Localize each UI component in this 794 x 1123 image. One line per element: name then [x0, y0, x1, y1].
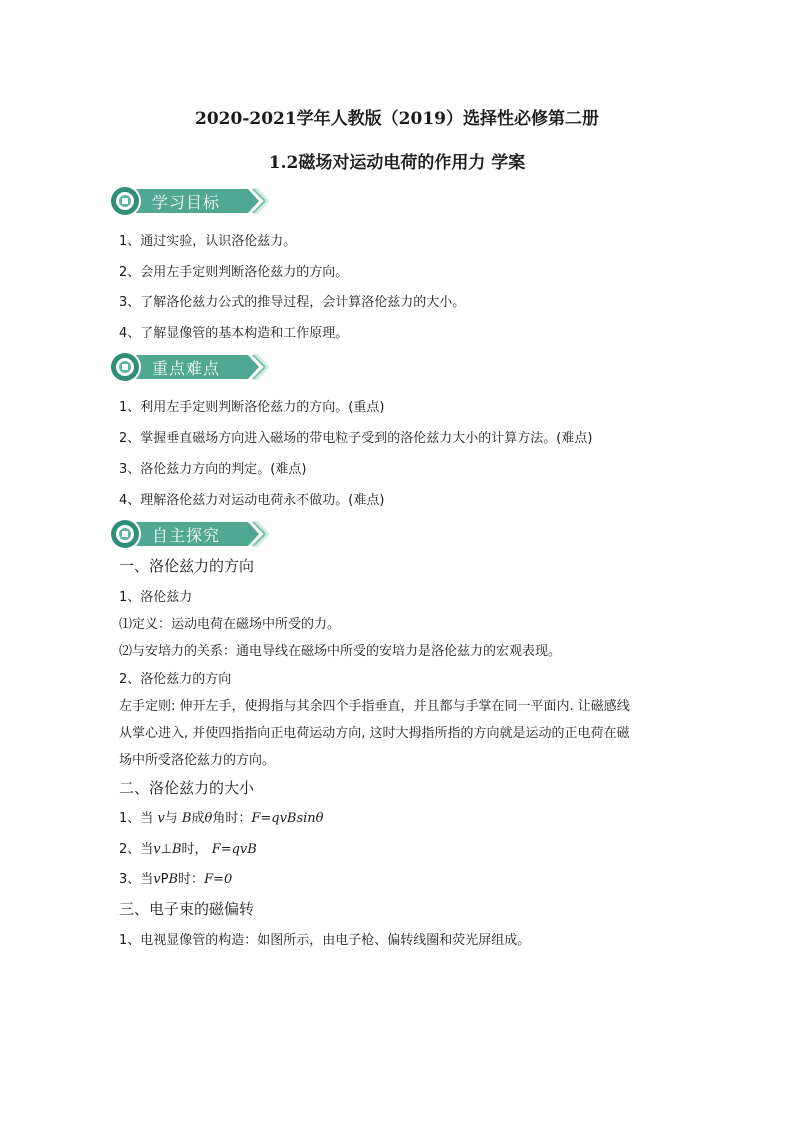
- key-point-item: 2、掌握垂直磁场方向进入磁场的带电粒子受到的洛伦兹力大小的计算方法。(难点): [119, 431, 593, 446]
- section-heading: 二、洛伦兹力的大小: [119, 779, 255, 797]
- banner-label: 自主探究: [152, 526, 221, 545]
- subheading: 2、洛伦兹力的方向: [119, 672, 232, 687]
- key-point-item: 1、利用左手定则判断洛伦兹力的方向。(重点): [119, 400, 385, 415]
- key-point-item: 3、洛伦兹力方向的判定。(难点): [119, 462, 307, 477]
- goal-item: 4、了解显像管的基本构造和工作原理。: [119, 326, 349, 341]
- definition-text: ⑴定义：运动电荷在磁场中所受的力。: [119, 617, 341, 632]
- goal-item: 3、了解洛伦兹力公式的推导过程，会计算洛伦兹力的大小。: [119, 295, 466, 310]
- paragraph-line: 场中所受洛伦兹力的方向。: [119, 753, 276, 768]
- section-banner-goals: [108, 183, 274, 219]
- relation-text: ⑵与安培力的关系：通电导线在磁场中所受的安培力是洛伦兹力的宏观表现。: [119, 644, 562, 659]
- paragraph-line: 1、电视显像管的构造：如图所示，由电子枪、偏转线圈和荧光屏组成。: [119, 933, 531, 948]
- formula-line: 3、当vPB时：F=0: [119, 872, 233, 887]
- paragraph-line: 左手定则: 伸开左手，使拇指与其余四个手指垂直，并且都与手掌在同一平面内. 让磁感线: [119, 699, 630, 714]
- goal-item: 2、会用左手定则判断洛伦兹力的方向。: [119, 265, 349, 280]
- paragraph-line: 从掌心进入, 并使四指指向正电荷运动方向, 这时大拇指所指的方向就是运动的正电荷在磁: [119, 726, 630, 741]
- section-heading: 三、电子束的磁偏转: [119, 900, 255, 918]
- section-heading: 一、洛伦兹力的方向: [119, 557, 255, 575]
- key-point-item: 4、理解洛伦兹力对运动电荷永不做功。(难点): [119, 493, 385, 508]
- section-banner-explore: [108, 516, 274, 552]
- subheading: 1、洛伦兹力: [119, 590, 193, 605]
- section-banner-key-points: [108, 349, 274, 385]
- banner-label: 学习目标: [152, 193, 221, 212]
- formula-line: 1、当 v与 B成θ角时：F=qvBsinθ: [119, 811, 324, 826]
- document-title: 2020-2021学年人教版（2019）选择性必修第二册: [195, 109, 599, 129]
- banner-label: 重点难点: [152, 359, 221, 378]
- goal-item: 1、通过实验，认识洛伦兹力。: [119, 234, 297, 249]
- formula-line: 2、当v⊥B时， F=qvB: [119, 842, 257, 857]
- document-subtitle: 1.2磁场对运动电荷的作用力 学案: [268, 153, 526, 173]
